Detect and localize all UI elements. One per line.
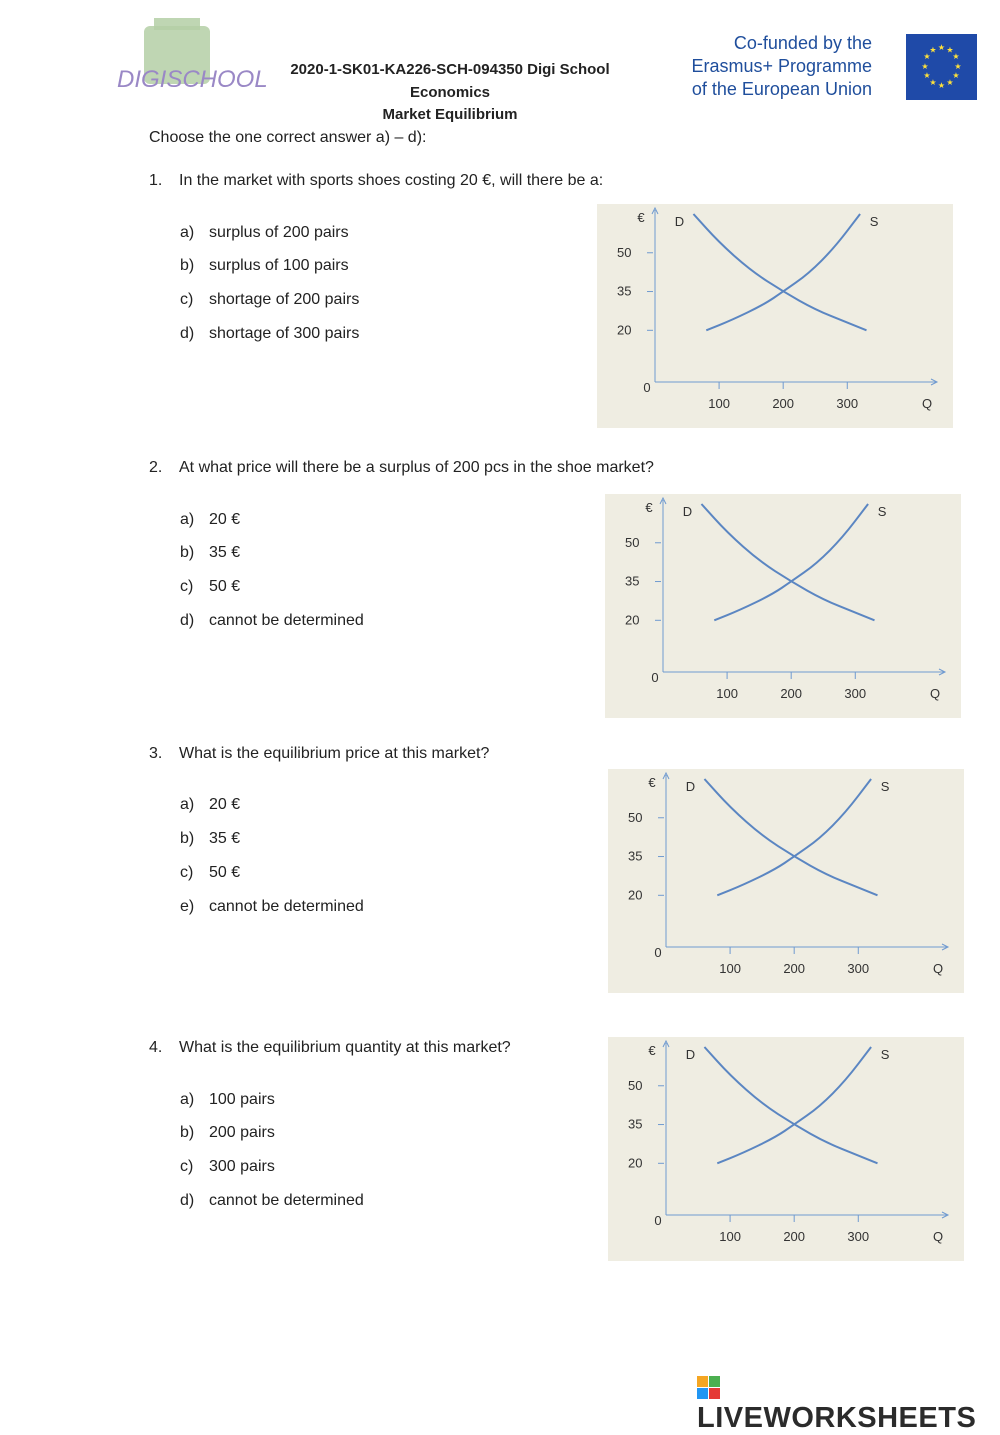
supply-curve [706, 214, 860, 330]
supply-curve [717, 779, 871, 895]
q1-option-b[interactable] [180, 257, 349, 275]
demand-curve [704, 779, 877, 895]
q2-option-c[interactable] [180, 578, 240, 596]
x-axis-label: Q [932, 1229, 944, 1244]
option-text: 20 € [209, 511, 241, 528]
y-tick-label: 50 [625, 534, 640, 550]
svg-text:★: ★ [929, 45, 937, 55]
eu-flag-icon [906, 34, 977, 100]
question-text: What is the equilibrium quantity at this market? [179, 1039, 511, 1056]
option-text: shortage of 300 pairs [209, 325, 360, 342]
y-tick-label: 35 [628, 1116, 643, 1132]
svg-text:★: ★ [952, 52, 960, 61]
svg-text:★: ★ [937, 43, 946, 52]
option-text: cannot be determined [209, 612, 364, 629]
demand-curve [693, 214, 866, 330]
x-tick-label: 200 [772, 396, 795, 411]
x-tick-label: 300 [847, 961, 870, 976]
question-2 [149, 459, 654, 477]
demand-curve [704, 1047, 877, 1163]
subject-title: Economics [409, 84, 491, 101]
question-text: At what price will there be a surplus of 200 pcs in the shoe market? [179, 459, 654, 476]
supply-label: S [877, 504, 887, 519]
question-text: What is the equilibrium price at this market? [179, 745, 490, 762]
q2-option-a[interactable] [180, 511, 240, 529]
supply-label: S [869, 214, 879, 229]
instruction-text: Choose the one correct answer a) – d): [149, 129, 427, 146]
x-tick-label: 100 [708, 396, 730, 411]
x-tick-label: 300 [847, 1229, 870, 1244]
supply-label: S [880, 1047, 890, 1062]
svg-text:★: ★ [937, 81, 946, 90]
q2-option-b[interactable] [180, 544, 240, 562]
x-tick-label: 100 [719, 1229, 741, 1244]
option-text: cannot be determined [209, 1192, 364, 1209]
origin-label: 0 [651, 670, 659, 685]
liveworksheets-text: LIVEWORKSHEETS [697, 1402, 977, 1434]
y-axis-label: € [648, 775, 656, 790]
question-number: 2. [149, 459, 163, 476]
q1-option-d[interactable] [180, 325, 359, 343]
option-text: surplus of 100 pairs [209, 257, 349, 274]
x-tick-label: 200 [783, 1229, 806, 1244]
y-axis-label: € [637, 210, 645, 225]
q1-option-c[interactable] [180, 291, 359, 309]
chart-svg [605, 494, 961, 718]
question-text: In the market with sports shoes costing 20 €, will there be a: [179, 172, 604, 189]
q3-option-b[interactable] [180, 830, 240, 848]
svg-text:★: ★ [923, 71, 931, 80]
q4-option-b[interactable] [180, 1124, 275, 1142]
y-tick-label: 50 [617, 244, 632, 260]
chart-svg [608, 769, 964, 993]
option-text: 50 € [209, 578, 241, 595]
option-letter: c) [180, 291, 194, 308]
y-tick-label: 20 [628, 887, 643, 903]
x-axis-label: Q [921, 396, 933, 411]
demand-label: D [685, 1047, 696, 1062]
x-tick-label: 300 [836, 396, 859, 411]
demand-curve [701, 504, 874, 620]
option-letter: d) [180, 325, 195, 342]
digischool-logo [112, 12, 268, 112]
option-text: 35 € [209, 830, 241, 847]
q1-option-a[interactable] [180, 224, 349, 242]
option-letter: a) [180, 1091, 195, 1108]
svg-text:★: ★ [929, 78, 937, 87]
option-letter: b) [180, 257, 195, 274]
eu-funding-text [660, 32, 872, 101]
option-letter: b) [180, 1124, 195, 1141]
option-text: shortage of 200 pairs [209, 291, 360, 308]
eu-text-line-3: of the European Union [691, 79, 872, 99]
eu-text-line-1: Co-funded by the [733, 33, 872, 53]
option-letter: c) [180, 578, 194, 595]
svg-text:★: ★ [952, 71, 960, 80]
option-letter: a) [180, 511, 195, 528]
logo-text: DIGISCHOOL [117, 66, 268, 93]
svg-text:★: ★ [954, 62, 962, 71]
chart-q4 [608, 1037, 964, 1261]
option-letter: a) [180, 796, 195, 813]
option-text: 35 € [209, 544, 241, 561]
svg-text:★: ★ [923, 52, 931, 61]
option-text: cannot be determined [209, 898, 364, 915]
y-axis-label: € [645, 500, 653, 515]
x-axis-label: Q [929, 686, 941, 701]
demand-label: D [682, 504, 693, 519]
svg-text:★: ★ [946, 45, 954, 55]
q4-option-d[interactable] [180, 1192, 364, 1210]
option-letter: d) [180, 1192, 195, 1209]
liveworksheets-logo[interactable] [697, 1375, 1000, 1435]
topic-title: Market Equilibrium [382, 106, 518, 123]
y-tick-label: 20 [628, 1155, 643, 1171]
x-axis-label: Q [932, 961, 944, 976]
chart-q1 [597, 204, 953, 428]
demand-label: D [685, 779, 696, 794]
y-tick-label: 35 [625, 573, 640, 589]
y-tick-label: 35 [617, 283, 632, 299]
option-letter: b) [180, 544, 195, 561]
x-tick-label: 300 [844, 686, 867, 701]
y-tick-label: 20 [617, 322, 632, 338]
option-text: 50 € [209, 864, 241, 881]
svg-text:★: ★ [921, 62, 929, 71]
supply-label: S [880, 779, 890, 794]
question-number: 3. [149, 745, 163, 762]
question-number: 4. [149, 1039, 163, 1056]
x-tick-label: 200 [783, 961, 806, 976]
y-tick-label: 35 [628, 848, 643, 864]
question-4 [149, 1039, 511, 1057]
q4-option-a[interactable] [180, 1091, 275, 1109]
supply-curve [714, 504, 868, 620]
q2-option-d[interactable] [180, 612, 364, 630]
option-text: 200 pairs [209, 1124, 275, 1141]
option-text: 100 pairs [209, 1091, 275, 1108]
question-3 [149, 745, 489, 763]
q3-option-c[interactable] [180, 864, 240, 882]
q4-option-c[interactable] [180, 1158, 275, 1176]
x-tick-label: 100 [716, 686, 738, 701]
option-text: surplus of 200 pairs [209, 224, 349, 241]
supply-curve [717, 1047, 871, 1163]
q3-option-a[interactable] [180, 796, 240, 814]
origin-label: 0 [654, 1213, 662, 1228]
option-letter: b) [180, 830, 195, 847]
option-text: 20 € [209, 796, 241, 813]
chart-q3 [608, 769, 964, 993]
origin-label: 0 [654, 945, 662, 960]
option-text: 300 pairs [209, 1158, 275, 1175]
liveworksheets-icon [697, 1375, 721, 1401]
q3-option-e[interactable] [180, 898, 364, 916]
y-axis-label: € [648, 1043, 656, 1058]
y-tick-label: 20 [625, 612, 640, 628]
option-letter: a) [180, 224, 195, 241]
chart-q2 [605, 494, 961, 718]
chart-svg [608, 1037, 964, 1261]
origin-label: 0 [643, 380, 651, 395]
demand-label: D [674, 214, 685, 229]
chart-svg [597, 204, 953, 428]
option-letter: d) [180, 612, 195, 629]
question-1 [149, 172, 603, 190]
y-tick-label: 50 [628, 1077, 643, 1093]
project-code: 2020-1-SK01-KA226-SCH-094350 Digi School [290, 61, 610, 78]
x-tick-label: 100 [719, 961, 741, 976]
y-tick-label: 50 [628, 809, 643, 825]
x-tick-label: 200 [780, 686, 803, 701]
svg-text:★: ★ [946, 78, 954, 87]
option-letter: c) [180, 864, 194, 881]
option-letter: e) [180, 898, 195, 915]
option-letter: c) [180, 1158, 194, 1175]
eu-text-line-2: Erasmus+ Programme [691, 56, 872, 76]
question-number: 1. [149, 172, 163, 189]
